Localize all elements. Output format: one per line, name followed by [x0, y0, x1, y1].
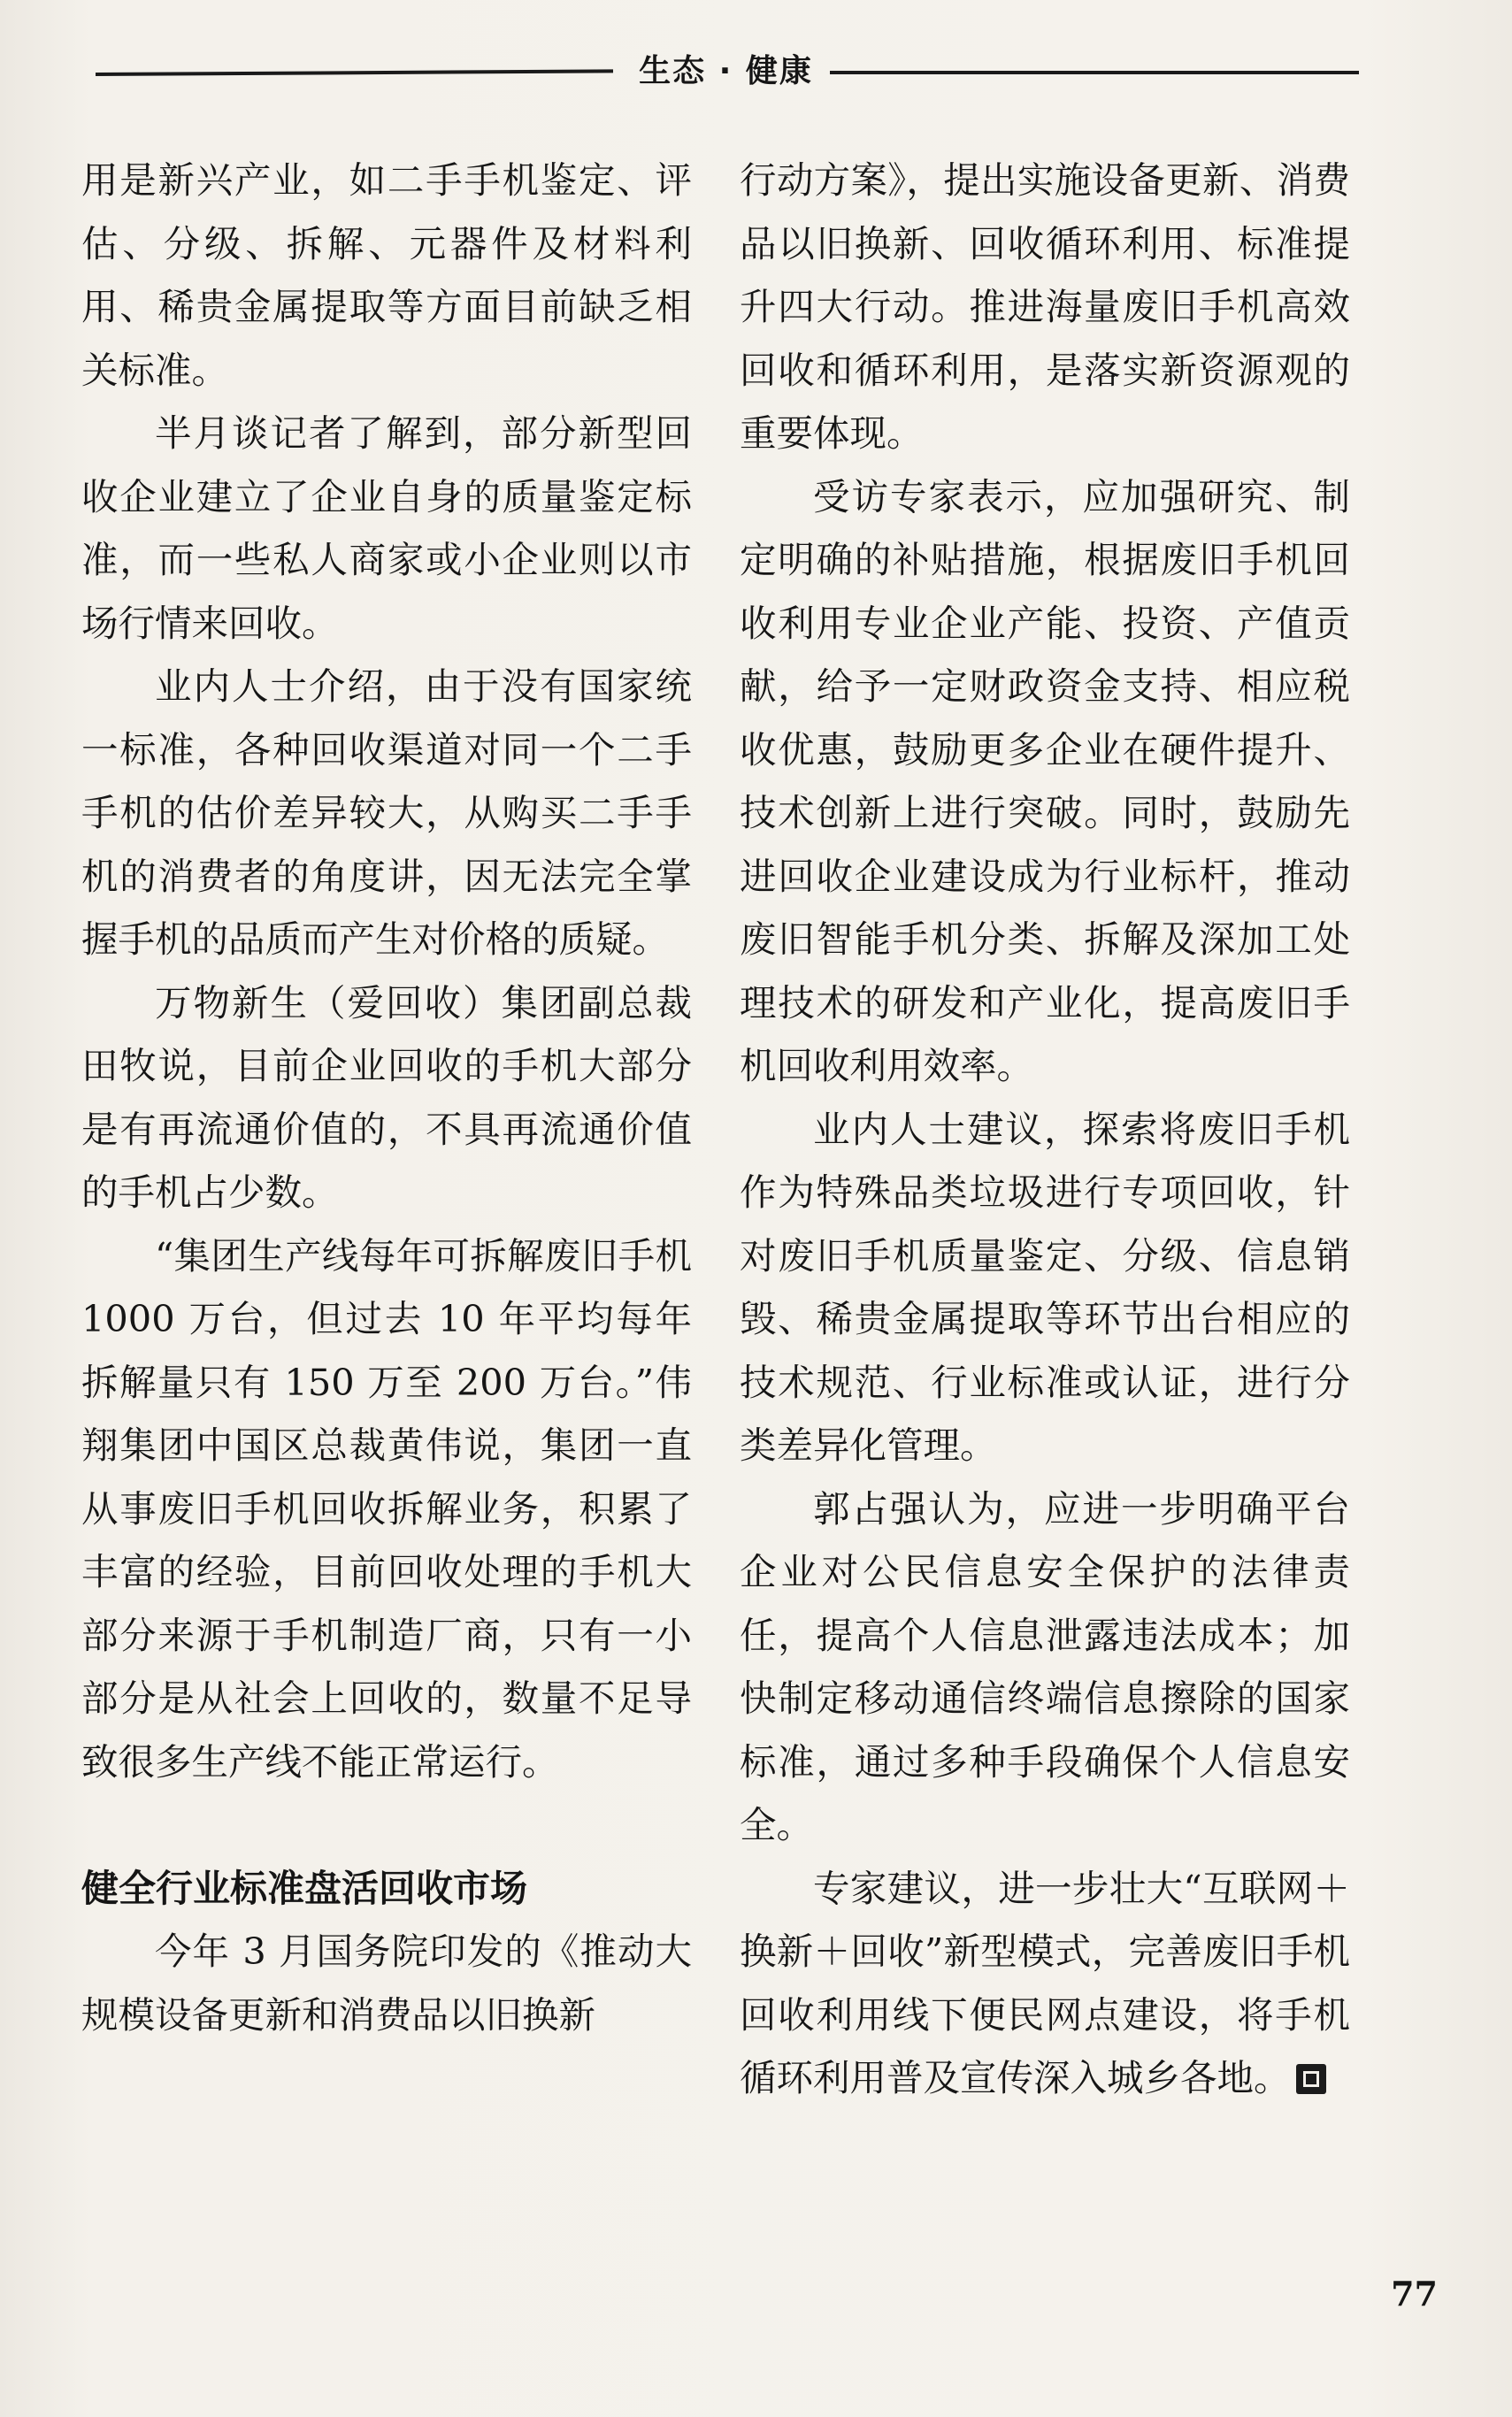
paragraph: 半月谈记者了解到，部分新型回收企业建立了企业自身的质量鉴定标准，而一些私人商家或小企业则以市场行情来回收。 — [81, 411, 692, 645]
paragraph: 业内人士介绍，由于没有国家统一标准，各种回收渠道对同一个二手手机的估价差异较大，从购买二手手机的消费者的角度讲，因无法完全掌握手机的品质而产生对价格的质疑。 — [81, 664, 692, 961]
running-header — [96, 46, 1356, 99]
paragraph: 万物新生（爱回收）集团副总裁田牧说，目前企业回收的手机大部分是有再流通价值的，不具再流通价值的手机占少数。 — [81, 980, 692, 1214]
paragraph: 行动方案》，提出实施设备更新、消费品以旧换新、回收循环利用、标准提升四大行动。推进海量废旧手机高效回收和循环利用，是落实新资源观的重要体现。 — [740, 158, 1350, 455]
article-end-icon — [1296, 2064, 1326, 2094]
right-column — [740, 149, 1350, 2110]
paragraph: 郭占强认为，应进一步明确平台企业对公民信息安全保护的法律责任，提高个人信息泄露违法成本；加快制定移动通信终端信息擦除的国家标准，通过多种手段确保个人信息安全。 — [740, 1486, 1350, 1846]
paragraph: 今年 3 月国务院印发的《推动大规模设备更新和消费品以旧换新 — [81, 1930, 692, 2037]
paragraph: 受访专家表示，应加强研究、制定明确的补贴措施，根据废旧手机回收利用专业企业产能、投资、产值贡献，给予一定财政资金支持、相应税收优惠，鼓励更多企业在硬件提升、技术创新上进行突破。同时，鼓励先进回收企业建设成为行业标杆，推动废旧智能手机分类、拆解及深加工处理技术的研发和产业化，提高废旧手机回收利用效率。 — [740, 474, 1350, 1087]
page-number: 77 — [1391, 2274, 1438, 2313]
section-heading: 健全行业标准盘活回收市场 — [81, 1866, 528, 1910]
header-rule-right — [830, 71, 1359, 74]
paragraph: 业内人士建议，探索将废旧手机作为特殊品类垃圾进行专项回收，针对废旧手机质量鉴定、分级、信息销毁、稀贵金属提取等环节出台相应的技术规范、行业标准或认证，进行分类差异化管理。 — [740, 1107, 1350, 1467]
left-column — [81, 149, 692, 2046]
section-title: 生态 · 健康 — [639, 53, 813, 89]
closing-paragraph — [740, 1857, 1350, 2110]
paragraph: 用是新兴产业，如二手手机鉴定、评估、分级、拆解、元器件及材料利用、稀贵金属提取等方面目前缺乏相关标准。 — [81, 158, 692, 392]
paragraph: “集团生产线每年可拆解废旧手机 1000 万台，但过去 10 年平均每年拆解量只有 150 万至 200 万台。”伟翔集团中国区总裁黄伟说，集团一直从事废旧手机回收拆解业务，积累了丰富的经验，目前回收处理的手机大部分来源于手机制造厂商，只有一小部分是从社会上回收的，数量不足导致很多生产线不能正常运行。 — [81, 1233, 692, 1784]
header-rule-left — [96, 69, 613, 76]
paragraph-text: 专家建议，进一步壮大“互联网＋换新＋回收”新型模式，完善废旧手机回收利用线下便民网点建设，将手机循环利用普及宣传深入城乡各地。 — [740, 1866, 1350, 2099]
